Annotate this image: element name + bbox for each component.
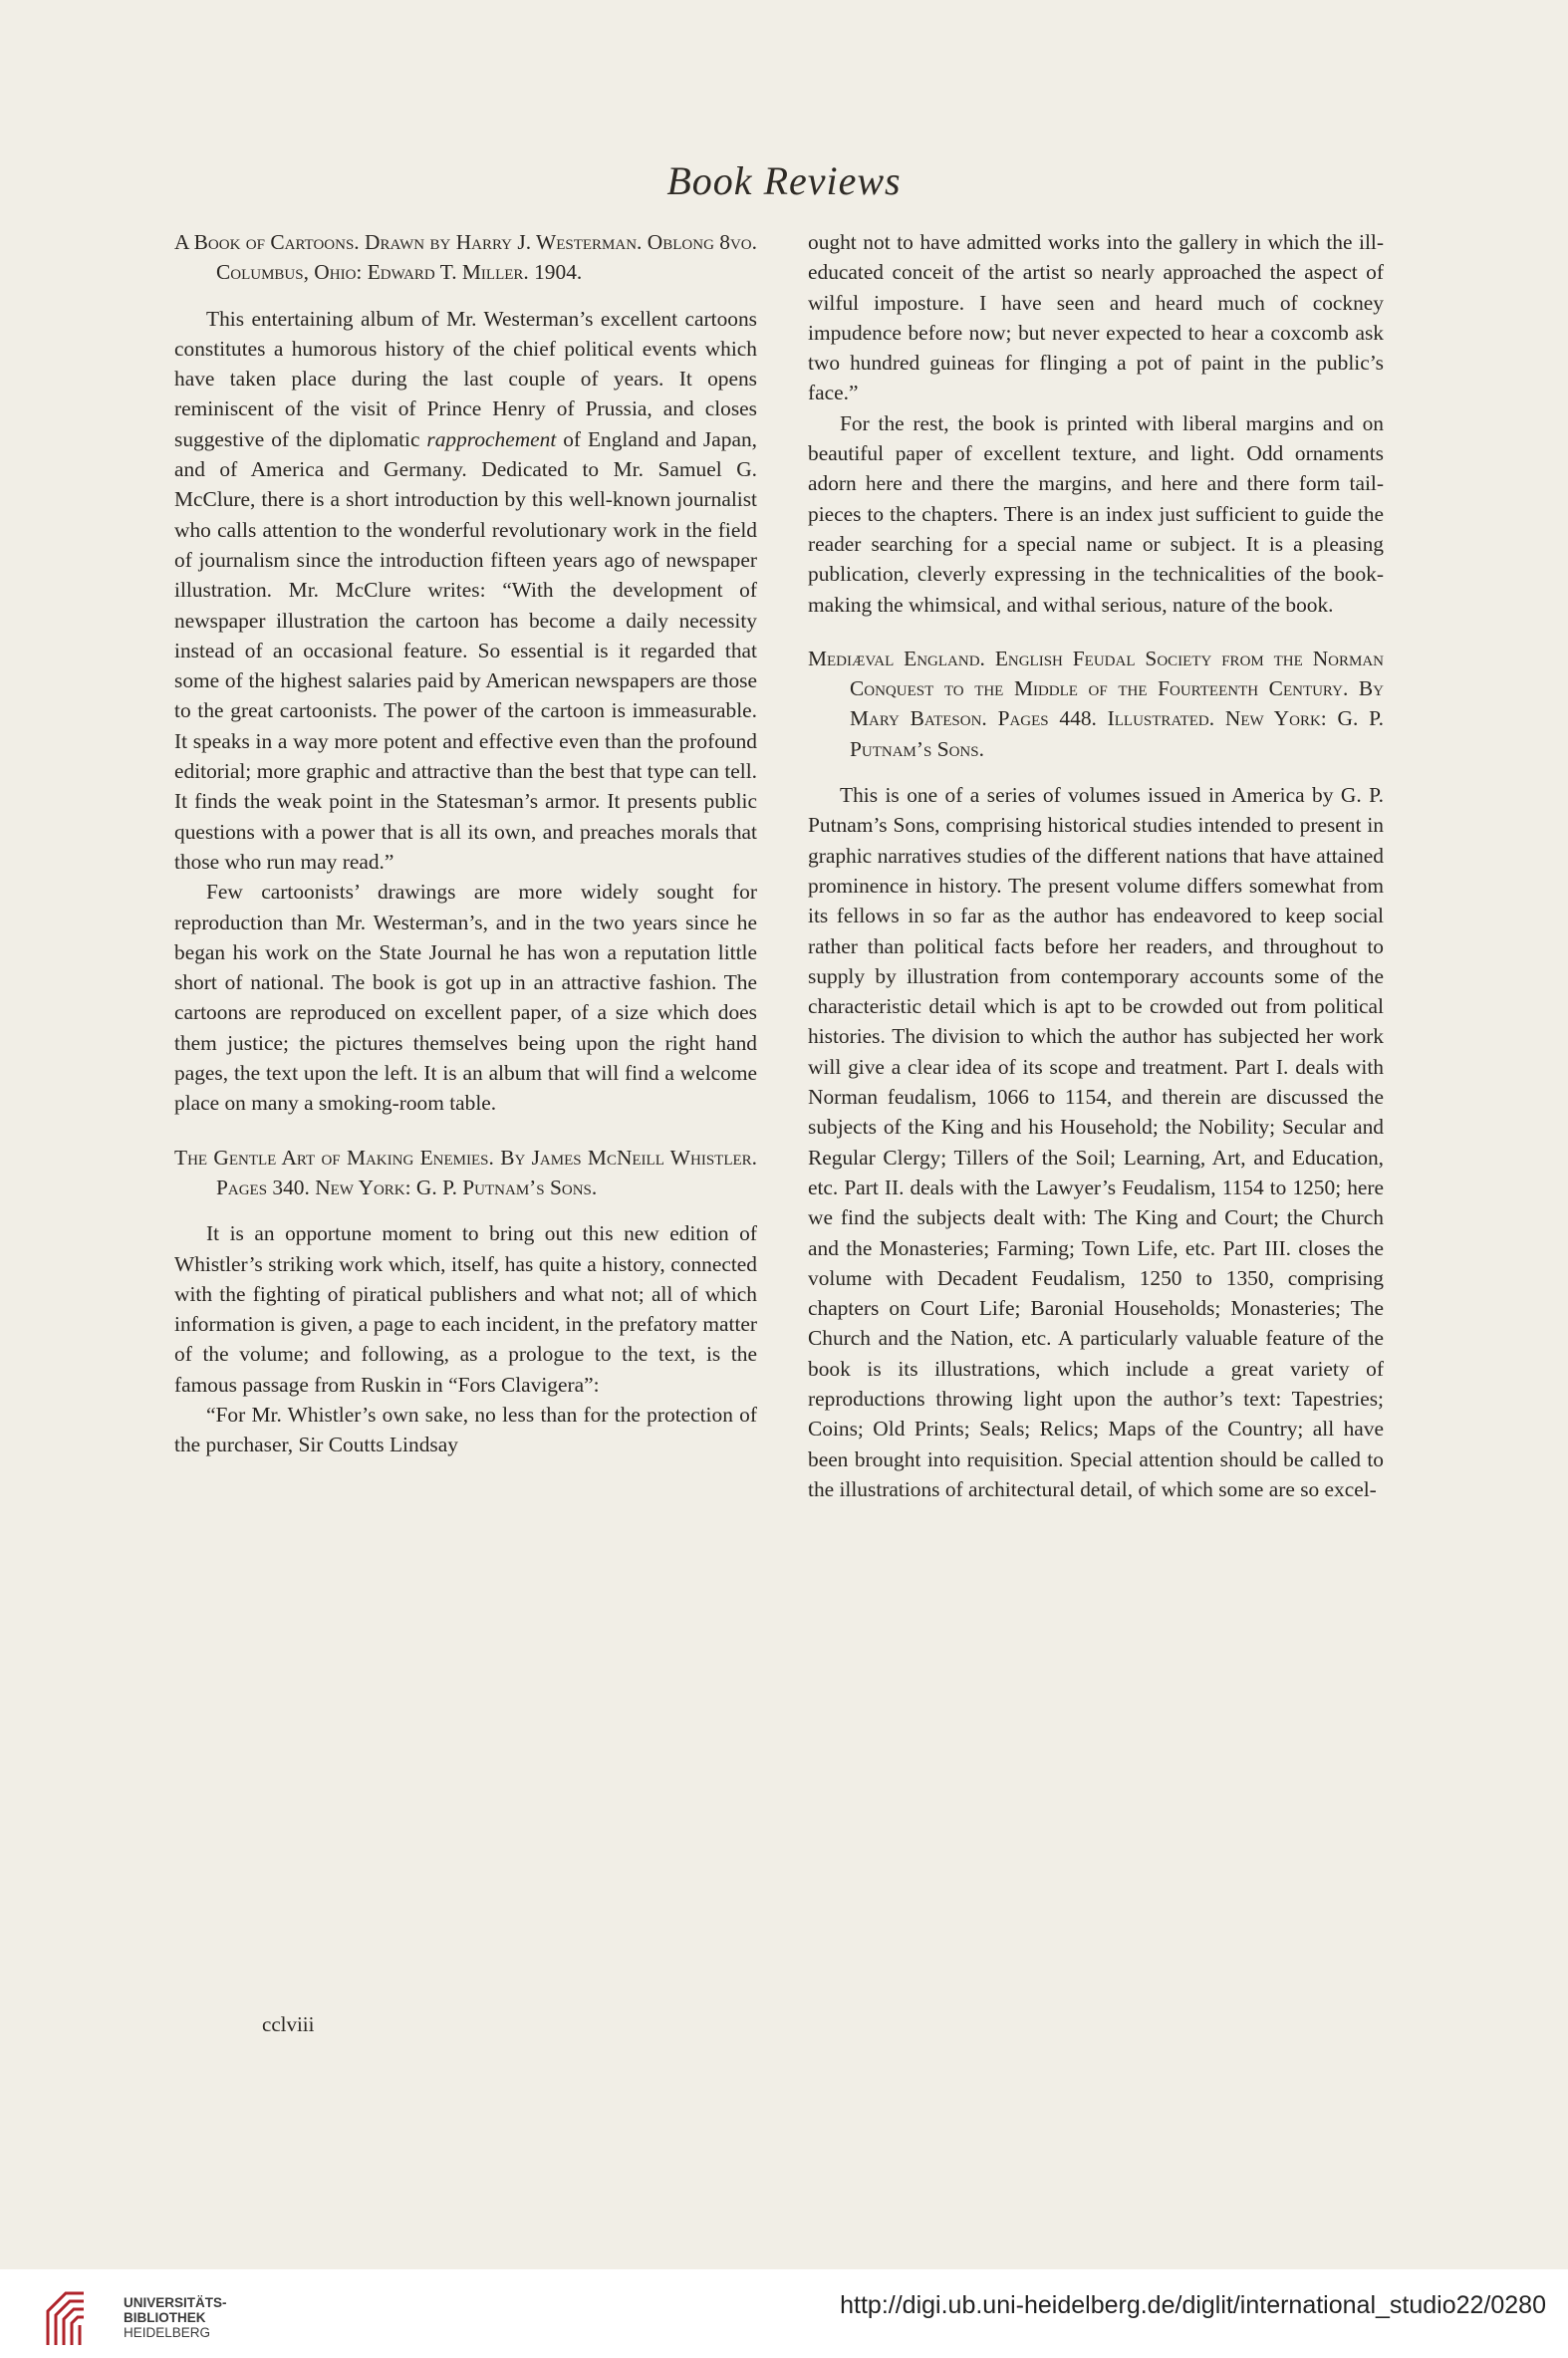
library-name-line: BIBLIOTHEK xyxy=(124,2310,206,2325)
page-title: Book Reviews xyxy=(666,158,902,203)
left-column xyxy=(174,227,757,1460)
review-heading-title: The Gentle Art of Making Enemies. xyxy=(174,1145,494,1170)
footer-bar xyxy=(0,2269,1568,2358)
review-paragraph xyxy=(174,304,757,878)
review-heading-title: Mediæval England. xyxy=(808,646,985,670)
review-paragraph: It is an opportune moment to bring out this new edition of Whistler’s striking work which, itself, has quite a history, connected with the fighting of piratical publishers and what not; all of which information is given, a page to each incident, in the prefatory matter of the volume; and following, as a prologue to the text, is the famous passage from Ruskin in “Fors Clavigera”: xyxy=(174,1221,757,1397)
review-heading-details: Drawn by Harry J. Westerman. Oblong 8vo. Columbus, Ohio: Edward T. Miller. 1904. xyxy=(216,230,757,285)
review-heading-details: English Feudal Society from the Norman Conquest to the Middle of the Fourteenth Century. By Mary Bateson. Pages 448. Illustrated. New York: G. P. Putnam’s Sons. xyxy=(850,646,1384,761)
review-heading xyxy=(808,644,1384,764)
source-url-link[interactable]: http://digi.ub.uni-heidelberg.de/diglit/international_studio22/0280 xyxy=(840,2291,1546,2319)
review-heading-details: By James McNeill Whistler. Pages 340. New York: G. P. Putnam’s Sons. xyxy=(216,1145,758,1199)
library-name-line: HEIDELBERG xyxy=(124,2325,211,2340)
review-heading xyxy=(174,227,757,288)
library-name-line: UNIVERSITÄTS- xyxy=(124,2295,227,2310)
right-column xyxy=(808,227,1384,1504)
paragraph-text: of England and Japan, and of America and Germany. Dedicated to Mr. Samuel G. McClure, there is a short introduction by this well-known journalist who calls attention to the wonderful revolutionary work in the field of journalism since the introduction fifteen years ago of newspaper illustration. Mr. McClure writes: “With the development of newspaper illustration the cartoon has become a daily necessity instead of an occasional feature. So essential is it regarded that some of the highest salaries paid by American newspapers are those to the great cartoonists. The power of the cartoon is immeasurable. It speaks in a way more potent and effective even than the profound editorial; more graphic and attractive than the best that type can tell. It finds the weak point in the Statesman’s armor. It presents public questions with a power that is all its own, and preaches morals that those who run may read.” xyxy=(174,426,757,874)
library-name xyxy=(124,2295,227,2340)
review-heading-title: A Book of Cartoons. xyxy=(174,230,360,254)
library-logo-icon xyxy=(44,2289,108,2349)
page-number: cclviii xyxy=(262,2012,315,2036)
review-quote-continued: ought not to have admitted works into the gallery in which the ill-educated conceit of the artist so nearly approached the aspect of wilful imposture. I have seen and heard much of cockney impudence before now; but never expected to hear a coxcomb ask two hundred guineas for flinging a pot of paint in the public’s face.” xyxy=(808,230,1384,405)
italic-term: rapprochement xyxy=(426,426,557,451)
review-paragraph: For the rest, the book is printed with liberal margins and on beautiful paper of excellent texture, and light. Odd ornaments adorn here and there the margins, and here and there form tail-pieces to the chapters. There is an index just sufficient to guide the reader searching for a special name or subject. It is a pleasing publication, cleverly expressing in the technicalities of the book-making the whimsical, and withal serious, nature of the book. xyxy=(808,410,1384,617)
review-paragraph: Few cartoonists’ drawings are more widely sought for reproduction than Mr. Westerman’s, and in the two years since he began his work on the State Journal he has won a reputation little short of national. The book is got up in an attractive fashion. The cartoons are reproduced on excellent paper, of a size which does them justice; the pictures themselves being upon the right hand pages, the text upon the left. It is an album that will find a welcome place on many a smoking-room table. xyxy=(174,880,757,1116)
review-paragraph: This is one of a series of volumes issued in America by G. P. Putnam’s Sons, comprising historical studies intended to present in graphic narratives studies of the different nations that have attained prominence in history. The present volume differs somewhat from its fellows in so far as the author has endeavored to keep social rather than political facts before her readers, and throughout to supply by illustration from contemporary accounts some of the characteristic detail which is apt to be crowded out from political histories. The division to which the author has subjected her work will give a clear idea of its scope and treatment. Part I. deals with Norman feudalism, 1066 to 1154, and therein are discussed the subjects of the King and his Household; the Nobility; Secular and Regular Clergy; Tillers of the Soil; Learning, Art, and Education, etc. Part II. deals with the Lawyer’s Feudalism, 1154 to 1250; here we find the subjects dealt with: The King and Court; the Church and the Monasteries; Farming; Town Life, etc. Part III. closes the volume with Decadent Feudalism, 1250 to 1350, comprising chapters on Court Life; Baronial Households; Monasteries; The Church and the Nation, etc. A particularly valuable feature of the book is its illustrations, which include a great variety of reproductions throwing light upon the author’s text: Tapestries; Coins; Old Prints; Seals; Relics; Maps of the Country; all have been brought into requisition. Special attention should be called to the illustrations of architectural detail, of which some are so excel- xyxy=(808,783,1384,1501)
paragraph-text: This entertaining album of Mr. Westerman’s excellent cartoons constitutes a humorous history of the chief political events which have taken place during the last couple of years. It opens reminiscent of the visit of Prince Henry of Prussia, and closes suggestive of the diplomatic xyxy=(174,306,757,451)
review-quote: “For Mr. Whistler’s own sake, no less than for the protection of the purchaser, Sir Coutts Lindsay xyxy=(174,1402,757,1457)
review-heading xyxy=(174,1143,757,1203)
